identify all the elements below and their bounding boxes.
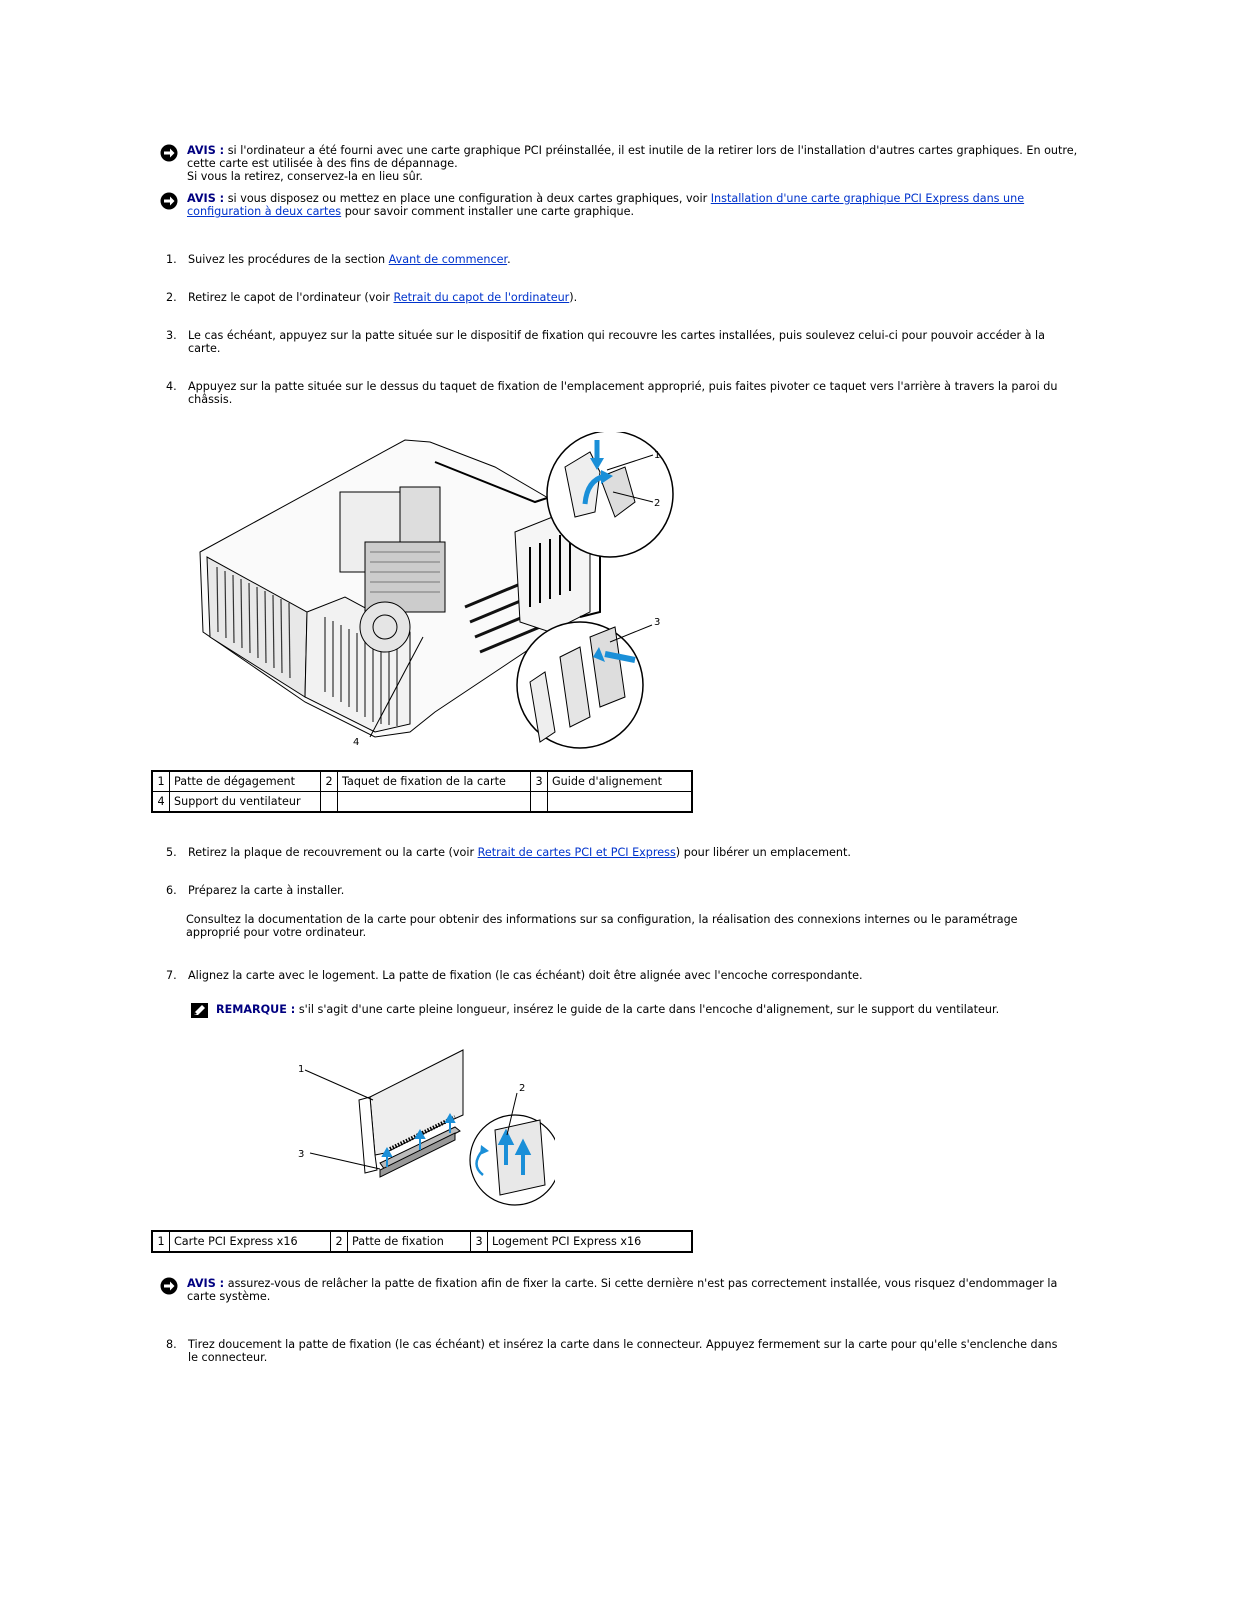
step-number: 6. bbox=[166, 884, 177, 897]
legend-num: 1 bbox=[152, 1231, 170, 1252]
legend-label: Patte de dégagement bbox=[170, 771, 321, 792]
step-number: 2. bbox=[166, 291, 177, 304]
legend-num: 2 bbox=[331, 1231, 348, 1252]
legend-num bbox=[321, 792, 338, 813]
notice-text: si l'ordinateur a été fourni avec une carte graphique PCI préinstallée, il est inutile de la retirer lors de l'installation d'autres cartes graphiques. En outre, cette carte est utilisée à des fins de dépannage. bbox=[187, 144, 1078, 170]
legend-label: Carte PCI Express x16 bbox=[170, 1231, 331, 1252]
notice-text-after: pour savoir comment installer une carte graphique. bbox=[341, 205, 635, 218]
legend-num bbox=[531, 792, 548, 813]
step-number: 3. bbox=[166, 329, 177, 342]
step-5 bbox=[166, 846, 1066, 859]
legend-num: 4 bbox=[152, 792, 170, 813]
legend-num: 3 bbox=[471, 1231, 488, 1252]
notice-arrow-icon bbox=[160, 1277, 178, 1295]
legend-label bbox=[548, 792, 693, 813]
step-text: Retirez la plaque de recouvrement ou la carte (voir bbox=[188, 846, 478, 859]
figure2-callout-3: 3 bbox=[298, 1149, 305, 1160]
figure1-callout-2: 2 bbox=[654, 498, 661, 509]
step-text-after: ) pour libérer un emplacement. bbox=[675, 846, 851, 859]
legend-table-2 bbox=[151, 1230, 693, 1253]
step-text-after: . bbox=[507, 253, 511, 266]
notice-avis-1 bbox=[160, 144, 1080, 183]
figure1-callout-4: 4 bbox=[353, 737, 360, 748]
step-number: 7. bbox=[166, 969, 177, 982]
legend-label: Patte de fixation bbox=[348, 1231, 471, 1252]
legend-num: 2 bbox=[321, 771, 338, 792]
chassis-illustration bbox=[195, 432, 680, 750]
step-2 bbox=[166, 291, 1066, 304]
card-insertion-illustration bbox=[295, 1045, 555, 1210]
step-text: Alignez la carte avec le logement. La patte de fixation (le cas échéant) doit être alignée avec l'encoche correspondante. bbox=[188, 969, 863, 982]
notice-label: AVIS : bbox=[187, 144, 225, 157]
step-number: 4. bbox=[166, 380, 177, 393]
remarque-note bbox=[191, 1003, 1071, 1017]
link-retrait-capot[interactable]: Retrait du capot de l'ordinateur bbox=[393, 291, 570, 304]
step-text: Suivez les procédures de la section bbox=[188, 253, 389, 266]
link-retrait-cartes-pci[interactable]: Retrait de cartes PCI et PCI Express bbox=[477, 846, 676, 859]
remarque-label: REMARQUE : bbox=[216, 1003, 296, 1016]
legend-label: Taquet de fixation de la carte bbox=[338, 771, 531, 792]
table-row bbox=[152, 1231, 692, 1252]
step-text: Le cas échéant, appuyez sur la patte située sur le dispositif de fixation qui recouvre les cartes installées, puis soulevez celui-ci pour pouvoir accéder à la carte. bbox=[188, 329, 1045, 355]
link-avant-de-commencer[interactable]: Avant de commencer bbox=[388, 253, 508, 266]
step-7 bbox=[166, 969, 1066, 982]
remarque-text: s'il s'agit d'une carte pleine longueur, insérez le guide de la carte dans l'encoche d'alignement, sur le support du ventilateur. bbox=[295, 1003, 1000, 1016]
figure2-callout-1: 1 bbox=[298, 1064, 305, 1075]
step-text: Appuyez sur la patte située sur le dessus du taquet de fixation de l'emplacement approprié, puis faites pivoter ce taquet vers l'arrière à travers la paroi du châssis. bbox=[188, 380, 1058, 406]
step-1 bbox=[166, 253, 1066, 266]
notice-text-line2: Si vous la retirez, conservez-la en lieu sûr. bbox=[187, 170, 423, 183]
notice-arrow-icon bbox=[160, 144, 178, 162]
legend-table-1 bbox=[151, 770, 693, 813]
step-text-after: ). bbox=[569, 291, 578, 304]
notice-avis-2 bbox=[160, 192, 1080, 218]
step-8 bbox=[166, 1338, 1066, 1364]
step-4 bbox=[166, 380, 1066, 406]
legend-label: Support du ventilateur bbox=[170, 792, 321, 813]
notice-label: AVIS : bbox=[187, 192, 225, 205]
figure1-callout-3: 3 bbox=[654, 617, 661, 628]
legend-label bbox=[338, 792, 531, 813]
note-pencil-icon bbox=[191, 1003, 208, 1018]
step-6 bbox=[166, 884, 1066, 897]
step-6-paragraph: Consultez la documentation de la carte pour obtenir des informations sur sa configuration, la réalisation des connexions internes ou le paramétrage approprié pour votre ordinateur. bbox=[186, 913, 1018, 939]
step-3 bbox=[166, 329, 1066, 355]
step-text: Préparez la carte à installer. bbox=[188, 884, 345, 897]
legend-label: Logement PCI Express x16 bbox=[488, 1231, 693, 1252]
figure2-callout-2: 2 bbox=[519, 1083, 526, 1094]
step-number: 5. bbox=[166, 846, 177, 859]
legend-label: Guide d'alignement bbox=[548, 771, 693, 792]
notice-arrow-icon bbox=[160, 192, 178, 210]
notice-label: AVIS : bbox=[187, 1277, 225, 1290]
table-row bbox=[152, 771, 692, 792]
notice-avis-3 bbox=[160, 1277, 1080, 1303]
notice-text: assurez-vous de relâcher la patte de fixation afin de fixer la carte. Si cette dernière n'est pas correctement installée, vous risquez d'endommager la carte système. bbox=[187, 1277, 1058, 1303]
link-dual-card-install[interactable]: Installation d'une carte graphique PCI Express dans une configuration à deux cartes bbox=[187, 192, 1025, 218]
legend-num: 1 bbox=[152, 771, 170, 792]
table-row bbox=[152, 792, 692, 813]
step-text: Retirez le capot de l'ordinateur (voir bbox=[188, 291, 394, 304]
step-number: 1. bbox=[166, 253, 177, 266]
step-text: Tirez doucement la patte de fixation (le cas échéant) et insérez la carte dans le connecteur. Appuyez fermement sur la carte pour qu'elle s'enclenche dans le connecteur. bbox=[188, 1338, 1058, 1364]
notice-text: si vous disposez ou mettez en place une configuration à deux cartes graphiques, voir bbox=[224, 192, 711, 205]
legend-num: 3 bbox=[531, 771, 548, 792]
figure1-callout-1: 1 bbox=[654, 450, 661, 461]
step-number: 8. bbox=[166, 1338, 177, 1351]
